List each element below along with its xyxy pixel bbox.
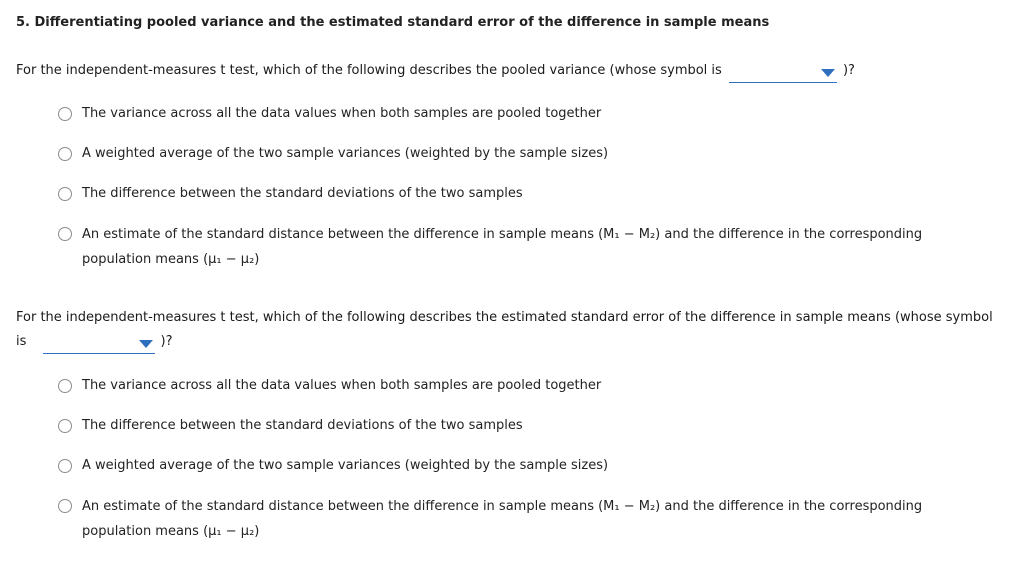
option-label: The difference between the standard deviations of the two samples [82, 186, 523, 201]
radio-button-icon[interactable] [58, 459, 72, 473]
question-2-symbol-dropdown[interactable] [43, 335, 155, 354]
option-label: The difference between the standard deviations of the two samples [82, 418, 523, 433]
radio-button-icon[interactable] [58, 107, 72, 121]
option-label: A weighted average of the two sample variances (weighted by the sample sizes) [82, 458, 609, 473]
radio-button-icon[interactable] [58, 187, 72, 201]
question-2-prompt-end: )? [160, 334, 173, 349]
option-label: A weighted average of the two sample variances (weighted by the sample sizes) [82, 146, 609, 161]
question-1-symbol-dropdown[interactable] [729, 64, 837, 83]
radio-button-icon[interactable] [58, 147, 72, 161]
chevron-down-icon [139, 340, 153, 348]
question-1-prompt: For the independent-measures t test, which of the following describes the pooled variance (whose symbol is [16, 63, 722, 78]
radio-button-icon[interactable] [58, 419, 72, 433]
option-label: The variance across all the data values when both samples are pooled together [82, 106, 602, 121]
question-1-text [16, 59, 855, 83]
option-label: An estimate of the standard distance between the difference in sample means (M₁ − M₂) and the difference in the corresponding population means (μ₁ − μ₂) [82, 499, 923, 539]
radio-button-icon[interactable] [58, 499, 72, 513]
question-2-prompt: For the independent-measures t test, which of the following describes the estimated standard error of the difference in sample means (whose symbol is [16, 310, 993, 349]
question-2-text [16, 306, 1006, 354]
radio-button-icon[interactable] [58, 227, 72, 241]
radio-button-icon[interactable] [58, 379, 72, 393]
chevron-down-icon [821, 69, 835, 77]
option-label: The variance across all the data values when both samples are pooled together [82, 378, 602, 393]
question-title: 5. Differentiating pooled variance and the estimated standard error of the difference in sample means [16, 15, 770, 30]
question-1-prompt-end: )? [842, 63, 855, 78]
option-label: An estimate of the standard distance between the difference in sample means (M₁ − M₂) and the difference in the corresponding population means (μ₁ − μ₂) [82, 227, 923, 267]
